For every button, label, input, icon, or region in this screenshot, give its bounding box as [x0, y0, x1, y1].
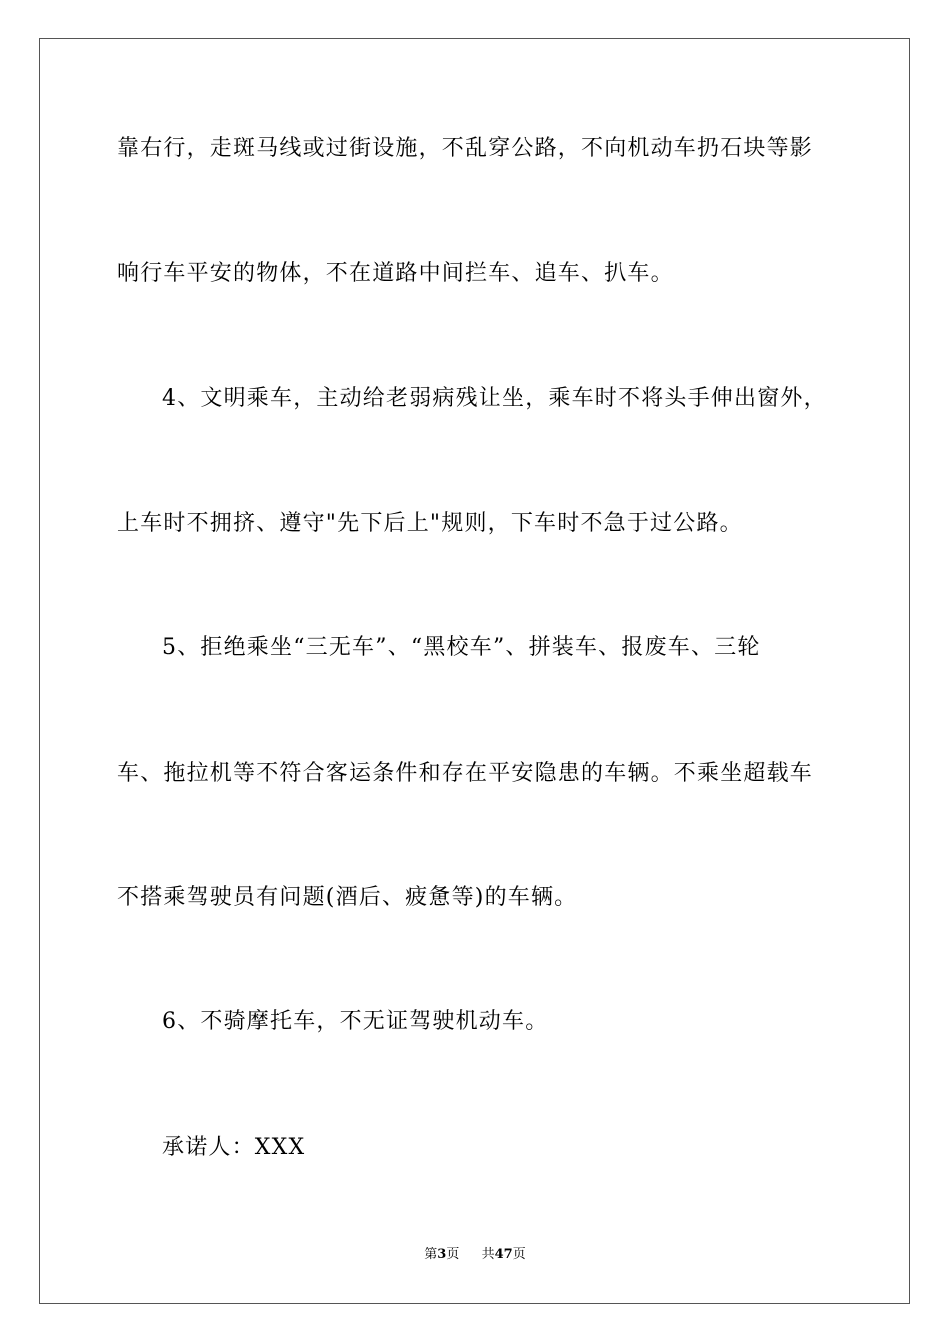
signature-line: 承诺人：XXX [162, 1135, 306, 1160]
total-pages: 47 [494, 1247, 513, 1262]
page-suffix: 页 [446, 1247, 460, 1262]
body-text-line: 响行车平安的物体，不在道路中间拦车、追车、扒车。 [117, 261, 674, 286]
page-prefix: 第 [424, 1247, 438, 1262]
paragraph-6-line: 6、不骑摩托车，不无证驾驶机动车。 [162, 1009, 549, 1034]
total-suffix: 页 [512, 1247, 526, 1262]
body-text-line: 靠右行，走斑马线或过街设施，不乱穿公路，不向机动车扔石块等影 [117, 136, 814, 161]
page-border [39, 38, 910, 1304]
total-prefix: 共 [481, 1247, 495, 1262]
body-text-line: 上车时不拥挤、遵守"先下后上"规则，下车时不急于过公路。 [117, 511, 743, 536]
body-text-line: 车、拖拉机等不符合客运条件和存在平安隐患的车辆。不乘坐超载车 [117, 761, 814, 786]
paragraph-5-line: 5、拒绝乘坐“三无车”、“黑校车”、拼装车、报废车、三轮 [162, 635, 761, 660]
body-text-line: 不搭乘驾驶员有问题(酒后、疲惫等)的车辆。 [117, 885, 578, 910]
page-number: 3 [437, 1247, 447, 1262]
paragraph-4-line: 4、文明乘车，主动给老弱病残让坐，乘车时不将头手伸出窗外， [162, 386, 827, 411]
page-footer [0, 1246, 950, 1264]
